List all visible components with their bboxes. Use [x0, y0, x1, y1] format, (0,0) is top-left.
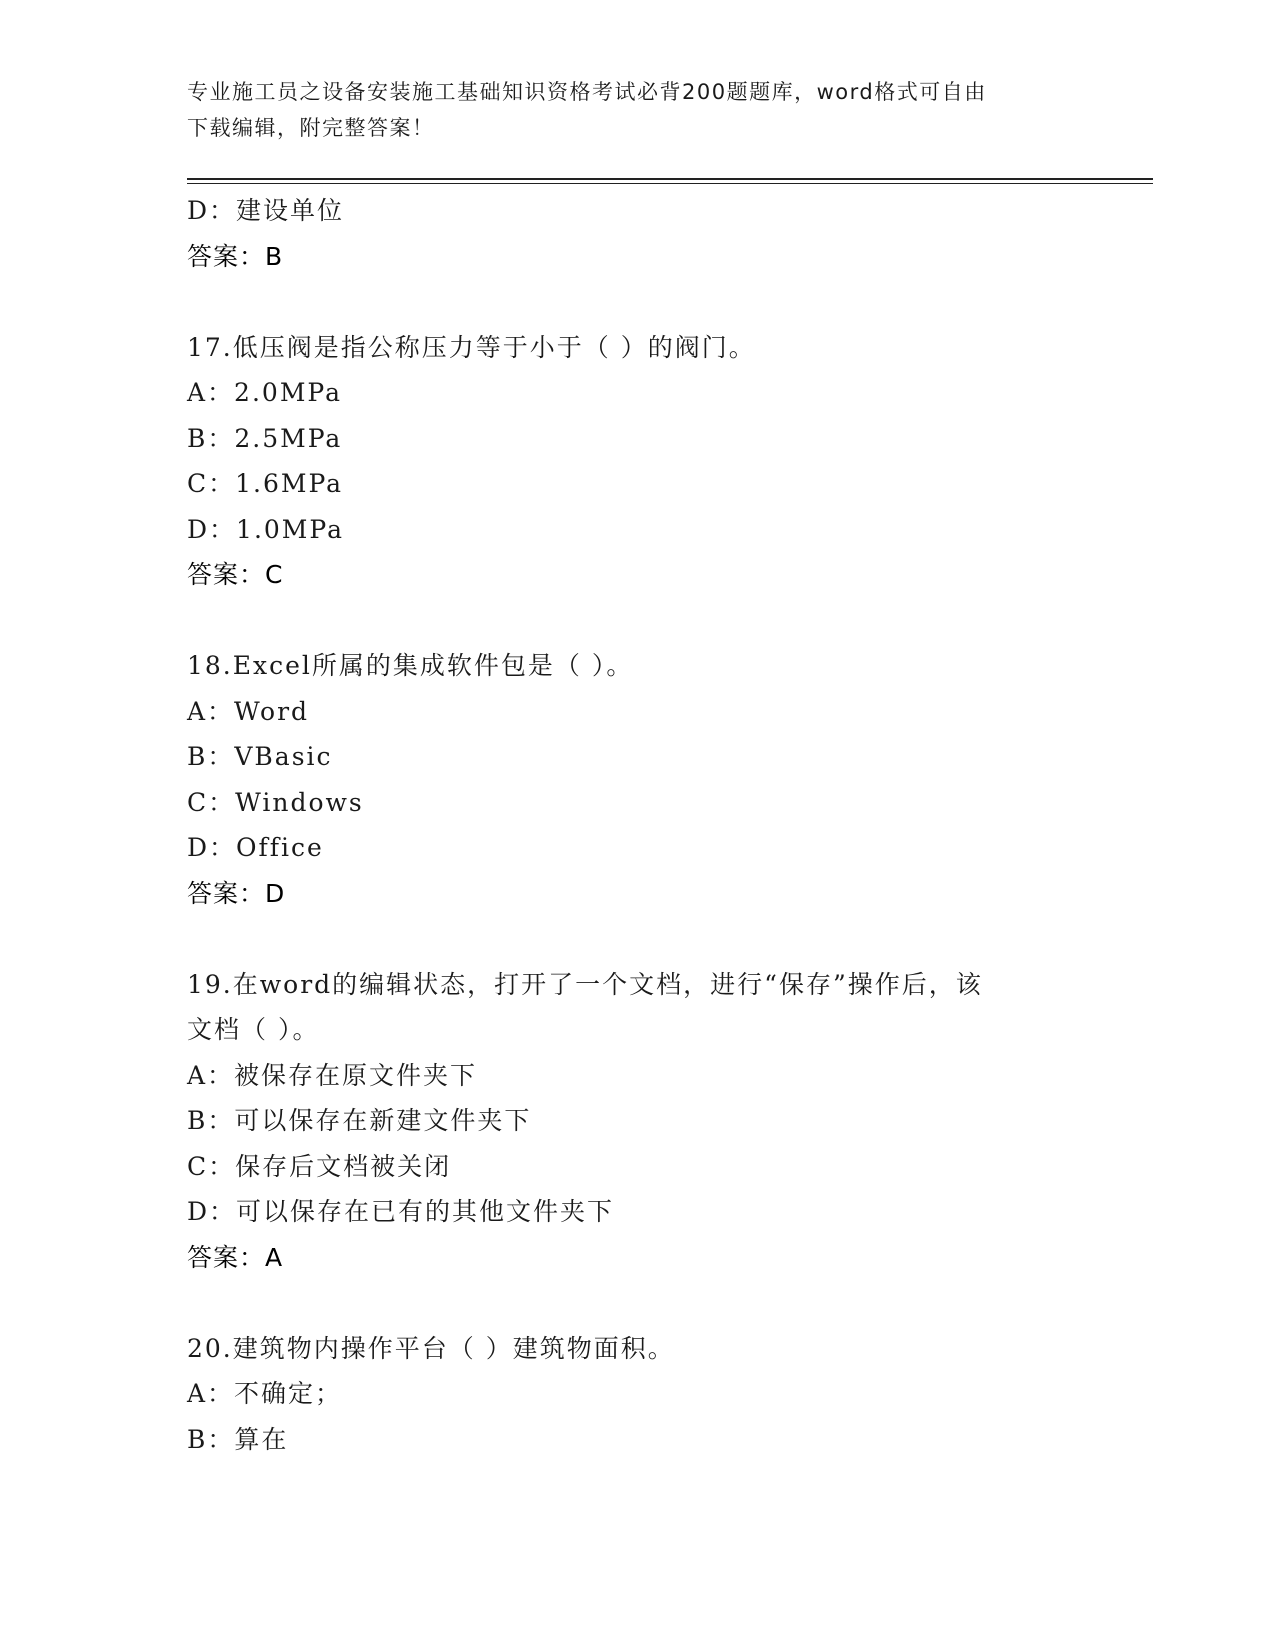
option-b: B：2.5MPa: [187, 423, 343, 453]
spacer: [187, 916, 1087, 962]
document-header: [187, 74, 1087, 146]
option-b: B：可以保存在新建文件夹下: [187, 1106, 532, 1135]
option-a: A：2.0MPa: [187, 378, 343, 407]
option-c: C：保存后文档被关闭: [187, 1151, 452, 1181]
question-block: [187, 962, 1087, 1281]
option-a: A：被保存在原文件夹下: [187, 1060, 478, 1090]
option-d: D：可以保存在已有的其他文件夹下: [187, 1197, 615, 1226]
header-line-2: 下载编辑，附完整答案！: [187, 116, 435, 140]
option-d: D：Office: [187, 833, 324, 862]
question-block: [187, 1326, 1087, 1463]
option-b: B：VBasic: [187, 742, 333, 771]
option-d: D：1.0MPa: [187, 514, 345, 544]
header-divider-thick: [187, 178, 1153, 180]
question-text: 17.低压阀是指公称压力等于小于（ ）的阀门。: [187, 332, 756, 362]
answer-line: 答案：D: [187, 878, 286, 908]
answer-line: 答案：C: [187, 560, 284, 589]
answer-line: 答案：B: [187, 241, 284, 271]
option-c: C：Windows: [187, 787, 364, 817]
answer-line: 答案：A: [187, 1242, 284, 1272]
question-block: [187, 643, 1087, 916]
header-divider-thin: [187, 183, 1153, 184]
option-a: A：Word: [187, 696, 310, 726]
spacer: [187, 1280, 1087, 1326]
option-b: B：算在: [187, 1424, 289, 1454]
header-line-1: 专业施工员之设备安装施工基础知识资格考试必背200题题库，word格式可自由: [187, 80, 987, 104]
question-text-line-1: 19.在word的编辑状态，打开了一个文档，进行“保存”操作后，该: [187, 969, 983, 999]
question-text-line-2: 文档（ ）。: [187, 1015, 320, 1044]
spacer: [187, 598, 1087, 644]
option-c: C：1.6MPa: [187, 469, 344, 498]
question-text: 20.建筑物内操作平台（ ）建筑物面积。: [187, 1333, 675, 1363]
spacer: [187, 279, 1087, 325]
question-block: [187, 325, 1087, 598]
question-list: [187, 188, 1087, 1462]
option-a: A：不确定；: [187, 1379, 343, 1408]
question-text: 18.Excel所属的集成软件包是（ ）。: [187, 651, 634, 680]
option-d: D：建设单位: [187, 196, 345, 225]
